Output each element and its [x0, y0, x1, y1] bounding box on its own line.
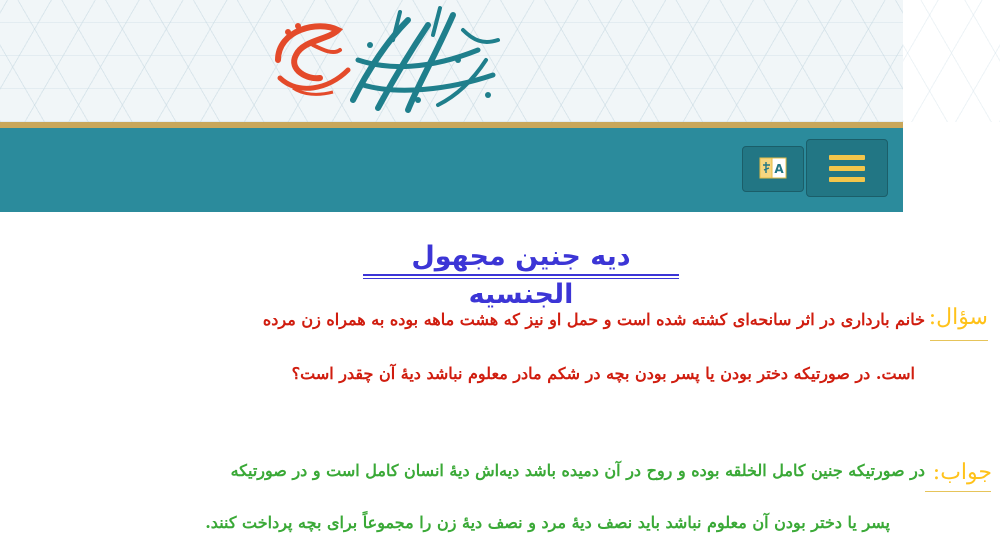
- translate-icon: [758, 155, 788, 183]
- site-logo[interactable]: [258, 0, 508, 122]
- hamburger-menu-button[interactable]: [806, 139, 888, 197]
- title-underline: [363, 274, 679, 276]
- answer-line-1: در صورتیکه جنین کامل الخلقه بوده و روح در آن دمیده باشد دیه‌اش دیهٔ انسان کامل است و در صورتیکه: [230, 461, 925, 480]
- lang-glyph: A: [774, 162, 784, 176]
- navbar: [0, 128, 903, 212]
- answer-label-underline: [925, 491, 991, 492]
- answer-label: جواب:: [932, 460, 992, 485]
- question-label-underline: [930, 340, 988, 341]
- question-line-1: خانم بارداری در اثر سانحه‌ای کشته شده است و حمل او نیز که هشت ماهه بوده به همراه زن مرده: [262, 310, 925, 329]
- language-button[interactable]: [742, 146, 804, 192]
- question-line-2: است. در صورتیکه دختر بودن یا پسر بودن بچه در شکم مادر معلوم نباشد دیهٔ آن چقدر است؟: [291, 364, 915, 383]
- calligraphy-logo-icon: [258, 0, 508, 122]
- question-label: سؤال:: [928, 305, 988, 330]
- header-banner-right: [903, 0, 1000, 122]
- title-underline-thin: [363, 278, 679, 279]
- answer-line-2: پسر یا دختر بودن آن معلوم نباشد باید نصف دیهٔ مرد و نصف دیهٔ زن را مجموعاً برای بچه پرداخت کنند.: [205, 513, 890, 532]
- article-title: دیه جنین مجهول الجنسیه: [411, 241, 631, 310]
